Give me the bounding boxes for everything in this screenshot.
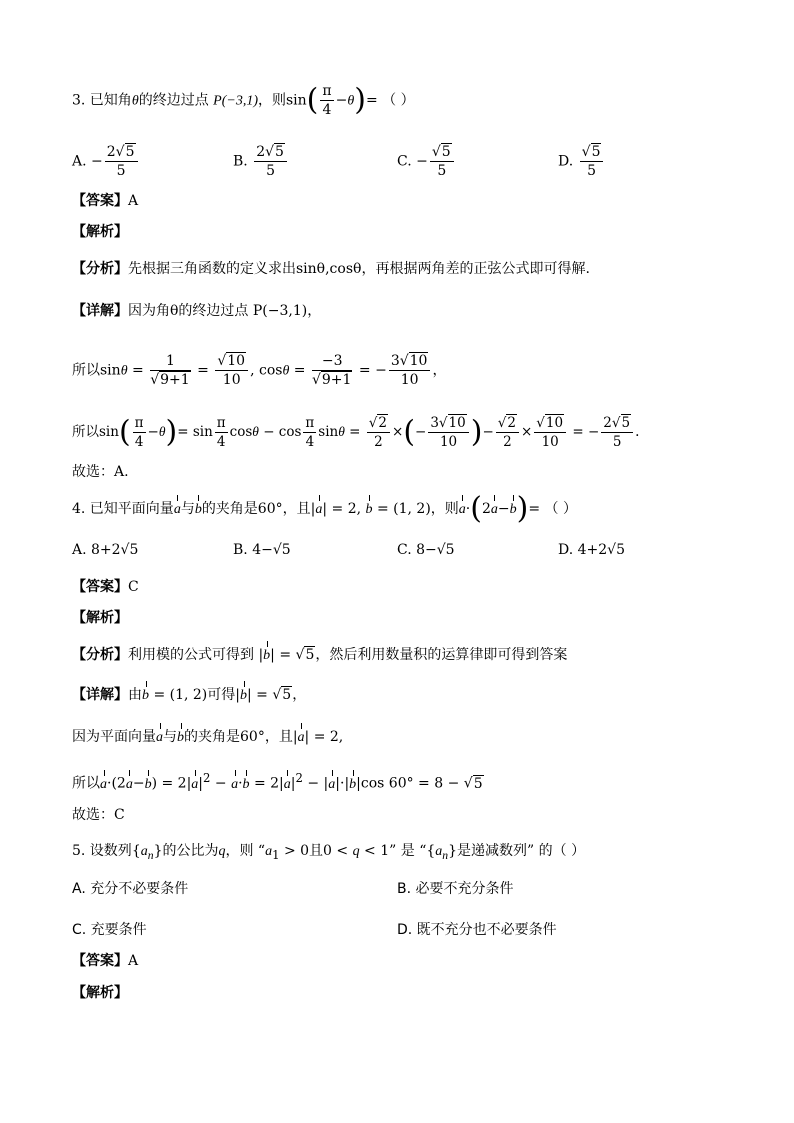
- q4-fenxi: 【分析】利用模的公式可得到 |b| = √5，然后利用数量积的运算律即可得到答案: [72, 645, 567, 666]
- q3-answer: 【答案】A: [72, 193, 139, 209]
- q5-option-c: C. 充要条件: [72, 922, 147, 938]
- q3-option-d: D. $\frac{√5}{5}$: [558, 143, 605, 180]
- q5-option-b: B. 必要不充分条件: [397, 881, 514, 897]
- q3-fenxi: 【分析】先根据三角函数的定义求出sinθ,cosθ，再根据两角差的正弦公式即可得解.: [72, 261, 590, 277]
- q4-answer: 【答案】C: [72, 579, 139, 595]
- q3-guxuan: 故选：A.: [72, 464, 129, 480]
- q4-line2: 因为平面向量a与b的夹角是60°，且|a| = 2,: [72, 727, 343, 748]
- q3-option-c: C. − $\frac{√5}{5}$: [397, 143, 456, 180]
- q5-answer: 【答案】A: [72, 953, 139, 969]
- q4-option-a: A. 8+2√5: [72, 542, 139, 558]
- q4-jiexi: 【解析】: [72, 610, 128, 626]
- q3-jiexi: 【解析】: [72, 224, 128, 240]
- q4-stem: 4. 已知平面向量a与b的夹角是60°，且|a| = 2, b = (1, 2)，则a·(2a−b)= （ ）: [72, 491, 577, 526]
- q3-stem: 3. 已知角θ的终边过点 P(−3,1)，则sin( $\frac{\pi}{4}$ −θ)= （ ）: [72, 82, 415, 118]
- q4-xiangjie: 【详解】由b = (1, 2)可得|b| = √5，: [72, 685, 306, 706]
- q5-option-d: D. 既不充分也不必要条件: [397, 922, 557, 938]
- q3-xiangjie: 【详解】因为角θ的终边过点 P(−3,1)，: [72, 303, 322, 319]
- q3-option-a: A. − $\frac{2√5}{5}$: [72, 143, 140, 180]
- q5-option-a: A. 充分不必要条件: [72, 881, 189, 897]
- q3-option-b: B. $\frac{2√5}{5}$: [233, 143, 289, 180]
- q4-calc: 所以$a\cdot(2a-b) = 2|a|^2 - a\cdot b = 2|a|^2 - |a|\cdot|b|\cos$ 60° = 8 − √5: [72, 768, 484, 795]
- q3-calc-line1: 所以sinθ = $\frac{1}{√9+1}$ = $\frac{√10}{10}$ , cosθ = $\frac{-3}{√9+1}$ = − $\frac{3√10}{10}$ ，: [72, 353, 447, 388]
- q4-option-c: C. 8−√5: [397, 542, 455, 558]
- q3-calc-line2: 所以sin( $\frac{\pi}{4}$ −θ)= sin $\frac{\pi}{4}$ cosθ − cos $\frac{\pi}{4}$ sinθ = $\frac{√2}{2}$ ×(− $\frac{3√10}{10}$ )− $\frac{√2}{2}$ × $\frac{√10}{10}$ = − $\frac{2√5}{5}$ .: [72, 414, 640, 450]
- q4-guxuan: 故选：C: [72, 807, 125, 823]
- q5-stem: 5. 设数列$\{a_n\}$的公比为q，则 “$a_1 > 0$且0 < q < 1” 是 “$\{a_n\}$是递减数列” 的（ ）: [72, 843, 586, 862]
- q4-option-d: D. 4+2√5: [558, 542, 625, 558]
- q5-jiexi: 【解析】: [72, 985, 128, 1001]
- q4-option-b: B. 4−√5: [233, 542, 291, 558]
